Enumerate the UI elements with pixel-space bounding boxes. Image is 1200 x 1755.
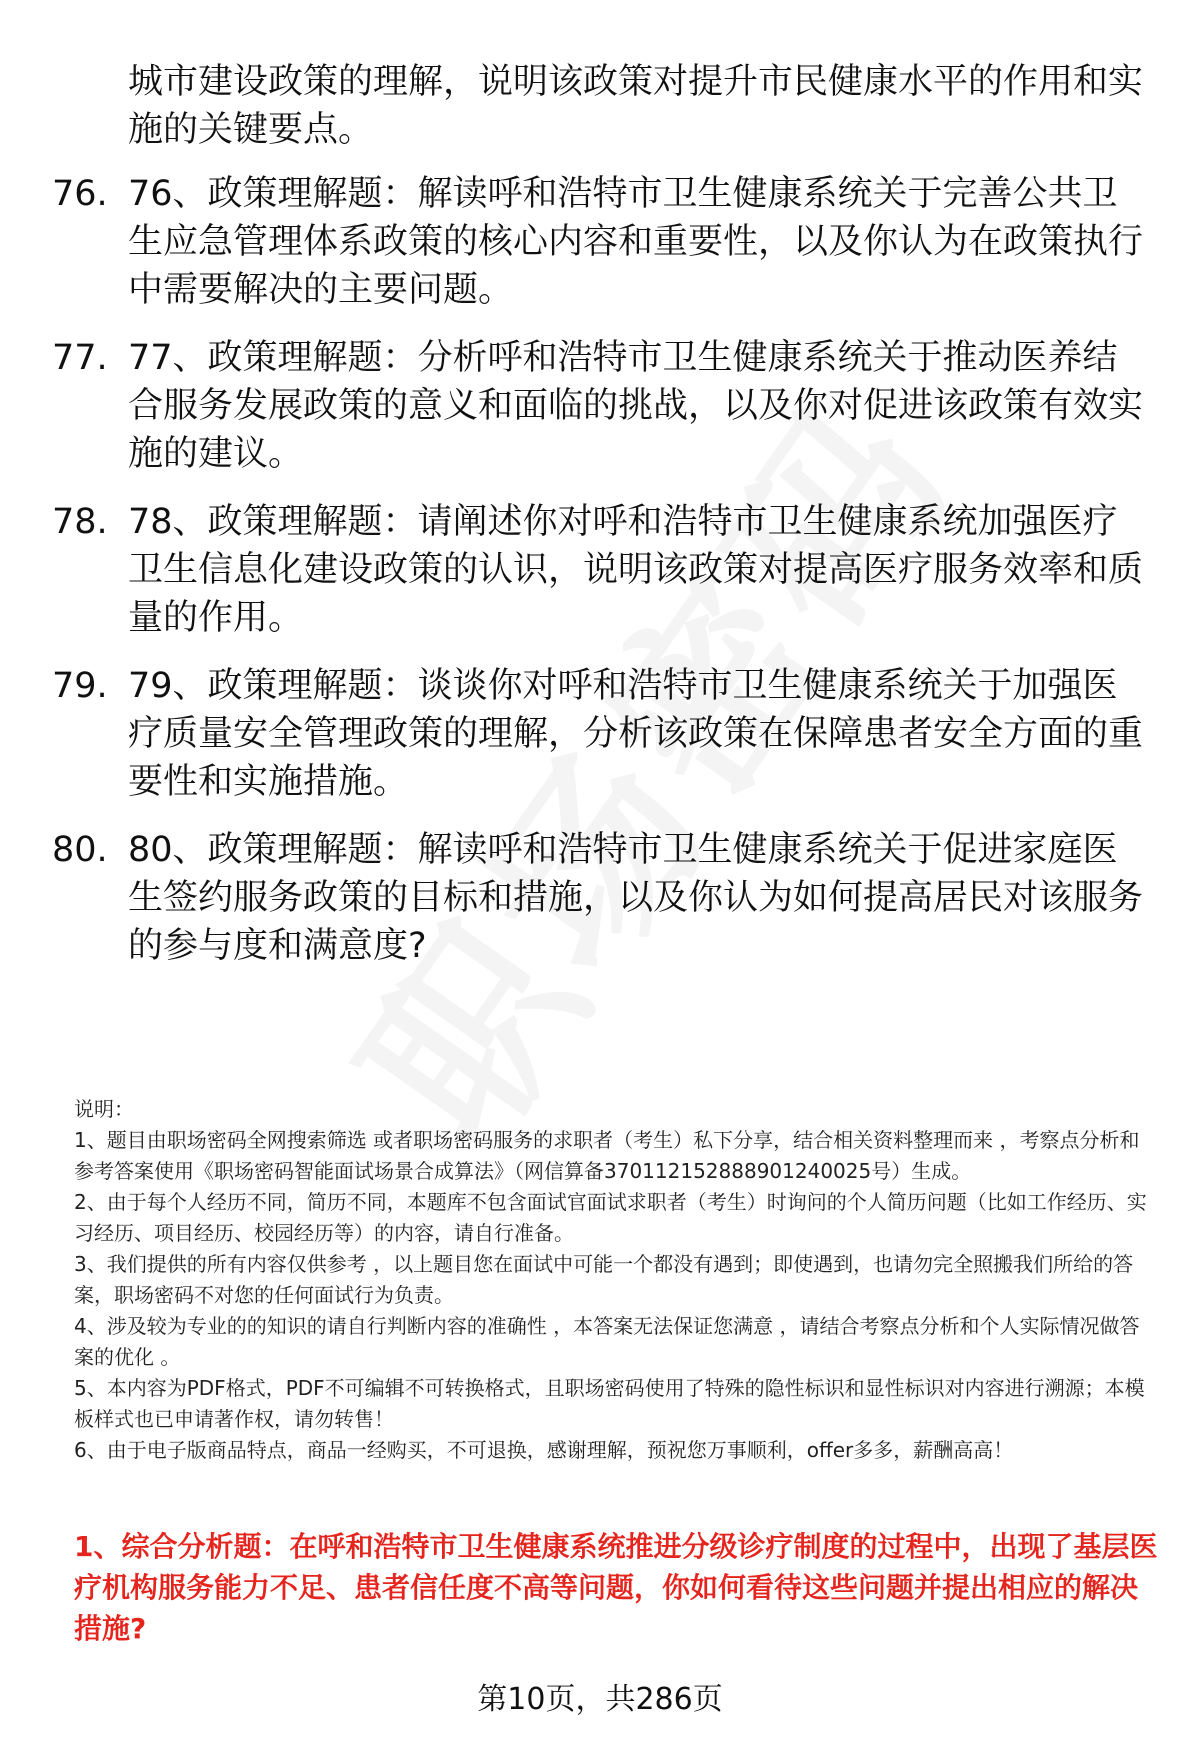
notes-line: 6、由于电子版商品特点，商品一经购买，不可退换，感谢理解，预祝您万事顺利，offer多多，薪酬高高！ [74,1438,1014,1462]
item-text: 76、政策理解题：解读呼和浩特市卫生健康系统关于完善公共卫生应急管理体系政策的核心内容和重要性，以及你认为在政策执行中需要解决的主要问题。 [128,174,1144,310]
notes-line: 4、涉及较为专业的的知识的请自行判断内容的准确性 ，本答案无法保证您满意 ，请结合考察点分析和个人实际情况做答案的优化 。 [74,1314,1140,1369]
highlight-question: 1、综合分析题：在呼和浩特市卫生健康系统推进分级诊疗制度的过程中，出现了基层医疗机构服务能力不足、患者信任度不高等问题，你如何看待这些问题并提出相应的解决措施? [74,1530,1158,1645]
item-number: 79. [52,666,108,706]
item-number: 76. [52,174,108,214]
item-number: 78. [52,502,108,542]
notes-line: 2、由于每个人经历不同，简历不同，本题库不包含面试官面试求职者（考生）时询问的个人简历问题（比如工作经历、实习经历、项目经历、校园经历等）的内容，请自行准备。 [74,1190,1147,1245]
item-number: 77. [52,338,108,378]
item-text: 80、政策理解题：解读呼和浩特市卫生健康系统关于促进家庭医生签约服务政策的目标和措施，以及你认为如何提高居民对该服务的参与度和满意度? [128,830,1144,966]
item-text: 78、政策理解题：请阐述你对呼和浩特市卫生健康系统加强医疗卫生信息化建设政策的认识，说明该政策对提高医疗服务效率和质量的作用。 [128,502,1144,638]
notes-line: 3、我们提供的所有内容仅供参考 ，以上题目您在面试中可能一个都没有遇到；即使遇到，也请勿完全照搬我们所给的答案，职场密码不对您的任何面试行为负责。 [74,1252,1134,1307]
item-text: 77、政策理解题：分析呼和浩特市卫生健康系统关于推动医养结合服务发展政策的意义和面临的挑战，以及你对促进该政策有效实施的建议。 [128,338,1144,474]
notes-line: 1、题目由职场密码全网搜索筛选 或者职场密码服务的求职者（考生）私下分享，结合相关资料整理而来 ，考察点分析和参考答案使用《职场密码智能面试场景合成算法》（网信算备370112152888901240025号）生成。 [74,1128,1140,1183]
item-number: 80. [52,830,108,870]
page-number: 第10页，共286页 [477,1682,723,1717]
notes-title: 说明： [74,1097,134,1121]
item-text: 79、政策理解题：谈谈你对呼和浩特市卫生健康系统关于加强医疗质量安全管理政策的理解，分析该政策在保障患者安全方面的重要性和实施措施。 [128,666,1144,802]
notes-line: 5、本内容为PDF格式，PDF不可编辑不可转换格式，且职场密码使用了特殊的隐性标识和显性标识对内容进行溯源；本模板样式也已申请著作权，请勿转售！ [74,1376,1145,1431]
notes-section [74,1094,1159,1466]
continuation-text: 城市建设政策的理解，说明该政策对提升市民健康水平的作用和实施的关键要点。 [128,62,1144,150]
